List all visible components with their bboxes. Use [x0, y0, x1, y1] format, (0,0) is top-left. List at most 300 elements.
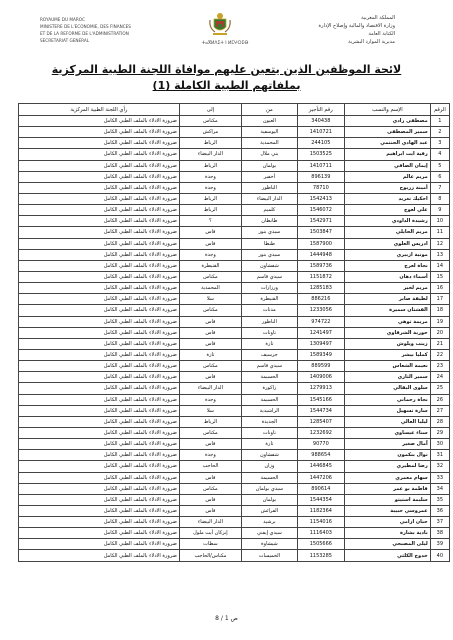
- employee-name: الفشتان سميرة: [344, 305, 430, 316]
- employee-name: سلوى البقالي: [344, 383, 430, 394]
- destination-city: الرباط: [179, 416, 241, 427]
- table-row: [19, 394, 450, 405]
- row-number: 6: [430, 171, 449, 182]
- committee-opinion: ضرورة الادلاء بالملف الطبي الكامل: [19, 283, 180, 294]
- origin-city: ورزازات: [242, 283, 298, 294]
- employee-name: ادريس العلوي: [344, 238, 430, 249]
- employee-name: كمليا بيشر: [344, 349, 430, 360]
- registration-number: 1503525: [297, 149, 344, 160]
- employee-name: خدوج الكلثي: [344, 550, 430, 561]
- employee-name: نعيمة الشعاس: [344, 361, 430, 372]
- committee-opinion: ضرورة الادلاء بالملف الطبي الكامل: [19, 461, 180, 472]
- committee-opinion: ضرورة الادلاء بالملف الطبي الكامل: [19, 361, 180, 372]
- committee-opinion: ضرورة الادلاء بالملف الطبي الكامل: [19, 405, 180, 416]
- committee-opinion: ضرورة الادلاء بالملف الطبي الكامل: [19, 249, 180, 260]
- column-header-from: من: [242, 104, 298, 116]
- table-row: [19, 193, 450, 204]
- committee-opinion: ضرورة الادلاء بالملف الطبي الكامل: [19, 528, 180, 539]
- destination-city: فاس: [179, 316, 241, 327]
- employee-name: نجاة لعرج: [344, 260, 430, 271]
- employee-name: عبد الهادي الحنتمي: [344, 138, 430, 149]
- row-number: 25: [430, 383, 449, 394]
- letterhead-line: SECRETARIAT GENERAL: [40, 38, 90, 43]
- employee-name: مونية ازبيري: [344, 249, 430, 260]
- row-number: 40: [430, 550, 449, 561]
- table-row: [19, 338, 450, 349]
- employee-name: نوال بنكمون: [344, 450, 430, 461]
- origin-city: تاونات: [242, 327, 298, 338]
- employee-name: رقية ايت ابراهيم: [344, 149, 430, 160]
- registration-number: 988654: [297, 450, 344, 461]
- table-row: [19, 294, 450, 305]
- destination-city: الرباط: [179, 160, 241, 171]
- committee-opinion: ضرورة الادلاء بالملف الطبي الكامل: [19, 517, 180, 528]
- committee-opinion: ضرورة الادلاء بالملف الطبي الكامل: [19, 171, 180, 182]
- letterhead-line: ET DE LA REFORME DE L'ADMINISTRATION: [40, 31, 129, 36]
- employee-name: آمال صغير: [344, 439, 430, 450]
- registration-number: 1409006: [297, 372, 344, 383]
- destination-city: مكناس: [179, 305, 241, 316]
- row-number: 8: [430, 193, 449, 204]
- table-row: [19, 472, 450, 483]
- destination-city: وجدة: [179, 394, 241, 405]
- letterhead: [0, 10, 453, 58]
- row-number: 20: [430, 327, 449, 338]
- registration-number: 1447206: [297, 472, 344, 483]
- origin-city: سيدي قاسم: [242, 271, 298, 282]
- origin-city: طانطان: [242, 216, 298, 227]
- committee-opinion: ضرورة الادلاء بالملف الطبي الكامل: [19, 327, 180, 338]
- origin-city: شيشاوة: [242, 539, 298, 550]
- row-number: 22: [430, 349, 449, 360]
- row-number: 33: [430, 472, 449, 483]
- employee-name: نادية بشارة: [344, 528, 430, 539]
- row-number: 34: [430, 483, 449, 494]
- employee-name: زينب ويلوش: [344, 338, 430, 349]
- committee-opinion: ضرورة الادلاء بالملف الطبي الكامل: [19, 160, 180, 171]
- origin-city: بولمان: [242, 160, 298, 171]
- table-row: [19, 528, 450, 539]
- origin-city: كلميم: [242, 205, 298, 216]
- destination-city: تازة: [179, 349, 241, 360]
- registration-number: 1153285: [297, 550, 344, 561]
- letterhead-tifinagh: [180, 40, 270, 47]
- table-row: [19, 372, 450, 383]
- destination-city: فاس: [179, 472, 241, 483]
- registration-number: 974722: [297, 316, 344, 327]
- row-number: 15: [430, 271, 449, 282]
- letterhead-french: [40, 16, 150, 44]
- origin-city: وزان: [242, 461, 298, 472]
- table-row: [19, 116, 450, 127]
- table-row: [19, 305, 450, 316]
- destination-city: مكناس: [179, 116, 241, 127]
- employee-name: فاطمة بو عمر: [344, 483, 430, 494]
- table-row: [19, 283, 450, 294]
- committee-opinion: ضرورة الادلاء بالملف الطبي الكامل: [19, 149, 180, 160]
- document-title: [20, 62, 433, 94]
- column-header-to: إلى: [179, 104, 241, 116]
- committee-opinion: ضرورة الادلاء بالملف الطبي الكامل: [19, 271, 180, 282]
- origin-city: شفشاون: [242, 450, 298, 461]
- destination-city: الرباط: [179, 138, 241, 149]
- row-number: 7: [430, 182, 449, 193]
- employee-name: مريم الحايلي: [344, 227, 430, 238]
- registration-number: 1154016: [297, 517, 344, 528]
- row-number: 5: [430, 160, 449, 171]
- table-row: [19, 271, 450, 282]
- registration-number: 1546072: [297, 205, 344, 216]
- registration-number: 1116403: [297, 528, 344, 539]
- letterhead-arabic: [275, 14, 395, 46]
- row-number: 14: [430, 260, 449, 271]
- registration-number: 78710: [297, 182, 344, 193]
- origin-city: العيون: [242, 116, 298, 127]
- registration-number: 1589349: [297, 349, 344, 360]
- origin-city: سيدي بنور: [242, 227, 298, 238]
- table-header-row: [19, 104, 450, 116]
- destination-city: سطات: [179, 539, 241, 550]
- committee-opinion: ضرورة الادلاء بالملف الطبي الكامل: [19, 416, 180, 427]
- table-row: [19, 227, 450, 238]
- employee-name: رضا لمطيري: [344, 461, 430, 472]
- table-row: [19, 171, 450, 182]
- row-number: 27: [430, 405, 449, 416]
- destination-city: مكناس: [179, 483, 241, 494]
- registration-number: 1505666: [297, 539, 344, 550]
- committee-opinion: ضرورة الادلاء بالملف الطبي الكامل: [19, 450, 180, 461]
- registration-number: 890614: [297, 483, 344, 494]
- registration-number: 1279913: [297, 383, 344, 394]
- registration-number: 1241497: [297, 327, 344, 338]
- destination-city: مراكش: [179, 127, 241, 138]
- committee-opinion: ضرورة الادلاء بالملف الطبي الكامل: [19, 472, 180, 483]
- row-number: 39: [430, 539, 449, 550]
- employee-name: حورية الشرقاوي: [344, 327, 430, 338]
- destination-city: الدار البيضاء: [179, 517, 241, 528]
- row-number: 21: [430, 338, 449, 349]
- origin-city: تازة: [242, 439, 298, 450]
- row-number: 9: [430, 205, 449, 216]
- table-row: [19, 216, 450, 227]
- coat-of-arms-icon: [206, 10, 234, 38]
- table-row: [19, 349, 450, 360]
- origin-city: القنيطرة: [242, 294, 298, 305]
- destination-city: مكناس: [179, 361, 241, 372]
- registration-number: 1285407: [297, 416, 344, 427]
- registration-number: 1151872: [297, 271, 344, 282]
- origin-city: طنطا: [242, 238, 298, 249]
- origin-city: سيدي قاسم: [242, 361, 298, 372]
- destination-city: سلا: [179, 405, 241, 416]
- destination-city: المحمدية: [179, 283, 241, 294]
- committee-opinion: ضرورة الادلاء بالملف الطبي الكامل: [19, 305, 180, 316]
- row-number: 38: [430, 528, 449, 539]
- origin-city: الحسيمة: [242, 372, 298, 383]
- row-number: 13: [430, 249, 449, 260]
- committee-opinion: ضرورة الادلاء بالملف الطبي الكامل: [19, 316, 180, 327]
- registration-number: 1233056: [297, 305, 344, 316]
- employee-name: رشيدة الداودي: [344, 216, 430, 227]
- origin-city: المحمدية: [242, 138, 298, 149]
- row-number: 10: [430, 216, 449, 227]
- table-body: [19, 116, 450, 562]
- origin-city: سيدي بولمان: [242, 483, 298, 494]
- table-row: [19, 361, 450, 372]
- row-number: 31: [430, 450, 449, 461]
- destination-city: مكناس: [179, 271, 241, 282]
- table-row: [19, 182, 450, 193]
- registration-number: 1182364: [297, 505, 344, 516]
- destination-city: مكناس: [179, 427, 241, 438]
- column-header-opinion: رأي اللجنة الطبية المركزية: [19, 104, 180, 116]
- committee-opinion: ضرورة الادلاء بالملف الطبي الكامل: [19, 383, 180, 394]
- table-row: [19, 149, 450, 160]
- table-row: [19, 138, 450, 149]
- origin-city: زاكورة: [242, 383, 298, 394]
- employee-name: حنان ازامي: [344, 517, 430, 528]
- committee-opinion: ضرورة الادلاء بالملف الطبي الكامل: [19, 427, 180, 438]
- destination-city: فاس: [179, 238, 241, 249]
- employee-name: أمينة زريوح: [344, 182, 430, 193]
- employee-name: سمير المصطفى: [344, 127, 430, 138]
- table-row: [19, 383, 450, 394]
- committee-opinion: ضرورة الادلاء بالملف الطبي الكامل: [19, 193, 180, 204]
- committee-opinion: ضرورة الادلاء بالملف الطبي الكامل: [19, 294, 180, 305]
- registration-number: 1444948: [297, 249, 344, 260]
- table-row: [19, 505, 450, 516]
- registration-number: 1285183: [297, 283, 344, 294]
- committee-opinion: ضرورة الادلاء بالملف الطبي الكامل: [19, 539, 180, 550]
- registration-number: 1309497: [297, 338, 344, 349]
- row-number: 30: [430, 439, 449, 450]
- column-header-reg: رقم التأجير: [297, 104, 344, 116]
- employee-name: مريم عالم: [344, 171, 430, 182]
- origin-city: شفشاون: [242, 260, 298, 271]
- table-row: [19, 160, 450, 171]
- table-row: [19, 316, 450, 327]
- row-number: 3: [430, 138, 449, 149]
- registration-number: 889599: [297, 361, 344, 372]
- committee-opinion: ضرورة الادلاء بالملف الطبي الكامل: [19, 182, 180, 193]
- row-number: 24: [430, 372, 449, 383]
- row-number: 32: [430, 461, 449, 472]
- destination-city: سلا: [179, 294, 241, 305]
- table-row: [19, 483, 450, 494]
- employee-name: سناء عيساوي: [344, 427, 430, 438]
- registration-number: 1587900: [297, 238, 344, 249]
- employee-name: ليليا العالي: [344, 416, 430, 427]
- origin-city: جرسيف: [242, 349, 298, 360]
- destination-city: وجدة: [179, 171, 241, 182]
- origin-city: بني ملال: [242, 149, 298, 160]
- employee-name: سمير الثاري: [344, 372, 430, 383]
- letterhead-line: MINISTERE DE L'ECONOMIE, DES FINANCES: [40, 24, 131, 29]
- table-row: [19, 539, 450, 550]
- employee-name: سهام معمري: [344, 472, 430, 483]
- table-row: [19, 517, 450, 528]
- origin-city: الخميسات: [242, 550, 298, 561]
- letterhead-line: ROYAUME DU MAROC: [40, 17, 85, 22]
- destination-city: الدار البيضاء: [179, 383, 241, 394]
- registration-number: 1503847: [297, 227, 344, 238]
- table-row: [19, 260, 450, 271]
- destination-city: الحاجب: [179, 461, 241, 472]
- row-number: 16: [430, 283, 449, 294]
- registration-number: 1410721: [297, 127, 344, 138]
- table-row: [19, 550, 450, 561]
- table-row: [19, 205, 450, 216]
- letterhead-line: المملكة المغربية: [361, 15, 395, 21]
- table-row: [19, 327, 450, 338]
- registration-number: 1544354: [297, 494, 344, 505]
- committee-opinion: ضرورة الادلاء بالملف الطبي الكامل: [19, 550, 180, 561]
- row-number: 4: [430, 149, 449, 160]
- employee-name: مريمة توهي: [344, 316, 430, 327]
- table-row: [19, 416, 450, 427]
- employee-name: احكيك تغريد: [344, 193, 430, 204]
- letterhead-line: ⵜⴰⴳⵍⴷⵉⵜ ⵏ ⵍⵎⵖⵔⵉⴱ: [201, 41, 249, 46]
- registration-number: 340438: [297, 116, 344, 127]
- registration-number: 90770: [297, 439, 344, 450]
- origin-city: الراشيدية: [242, 405, 298, 416]
- origin-city: الحسيمة: [242, 394, 298, 405]
- row-number: 2: [430, 127, 449, 138]
- table-row: [19, 439, 450, 450]
- employees-table: [18, 103, 450, 562]
- destination-city: الدار البيضاء: [179, 149, 241, 160]
- origin-city: الناظور: [242, 182, 298, 193]
- row-number: 11: [430, 227, 449, 238]
- employee-name: علي لعوج: [344, 205, 430, 216]
- employee-name: أسماء دهان: [344, 271, 430, 282]
- row-number: 35: [430, 494, 449, 505]
- table-row: [19, 249, 450, 260]
- origin-city: الحسيمة: [242, 472, 298, 483]
- registration-number: 1542971: [297, 216, 344, 227]
- destination-city: وجدة: [179, 249, 241, 260]
- row-number: 36: [430, 505, 449, 516]
- employee-name: ليلى المصبحي: [344, 539, 430, 550]
- registration-number: 1545166: [297, 394, 344, 405]
- registration-number: 896139: [297, 171, 344, 182]
- destination-city: فاس: [179, 439, 241, 450]
- origin-city: سيدي إيفني: [242, 528, 298, 539]
- origin-city: الجديدة: [242, 416, 298, 427]
- destination-city: الرباط: [179, 205, 241, 216]
- row-number: 1: [430, 116, 449, 127]
- page-number: ص 1 / 8: [215, 615, 238, 622]
- origin-city: الدار البيضاء: [242, 193, 298, 204]
- committee-opinion: ضرورة الادلاء بالملف الطبي الكامل: [19, 216, 180, 227]
- registration-number: 1410711: [297, 160, 344, 171]
- origin-city: أخفير: [242, 171, 298, 182]
- origin-city: الفرائش: [242, 505, 298, 516]
- origin-city: تاونات: [242, 427, 298, 438]
- letterhead-line: وزارة الاقتصاد والمالية وإصلاح الإدارة: [318, 23, 395, 29]
- row-number: 26: [430, 394, 449, 405]
- letterhead-line: مديرية الموارد البشرية: [348, 39, 395, 45]
- column-header-num: الرقم: [430, 104, 449, 116]
- destination-city: القنيطرة: [179, 260, 241, 271]
- committee-opinion: ضرورة الادلاء بالملف الطبي الكامل: [19, 260, 180, 271]
- committee-opinion: ضرورة الادلاء بالملف الطبي الكامل: [19, 138, 180, 149]
- title-line-2: بملفاتهم الطبية الكاملة (1): [152, 79, 301, 92]
- committee-opinion: ضرورة الادلاء بالملف الطبي الكامل: [19, 494, 180, 505]
- employee-name: إيمان الصافي: [344, 160, 430, 171]
- table-row: [19, 494, 450, 505]
- committee-opinion: ضرورة الادلاء بالملف الطبي الكامل: [19, 238, 180, 249]
- destination-city: فاس: [179, 338, 241, 349]
- table-row: [19, 405, 450, 416]
- row-number: 23: [430, 361, 449, 372]
- committee-opinion: ضرورة الادلاء بالملف الطبي الكامل: [19, 483, 180, 494]
- registration-number: 1542413: [297, 193, 344, 204]
- employee-name: سليمة استيتو: [344, 494, 430, 505]
- committee-opinion: ضرورة الادلاء بالملف الطبي الكامل: [19, 505, 180, 516]
- destination-city: ؟: [179, 216, 241, 227]
- committee-opinion: ضرورة الادلاء بالملف الطبي الكامل: [19, 394, 180, 405]
- table-row: [19, 461, 450, 472]
- row-number: 17: [430, 294, 449, 305]
- destination-city: وجدة: [179, 450, 241, 461]
- row-number: 18: [430, 305, 449, 316]
- origin-city: برشيد: [242, 517, 298, 528]
- row-number: 37: [430, 517, 449, 528]
- employee-name: مريم لخير: [344, 283, 430, 294]
- registration-number: 1446845: [297, 461, 344, 472]
- committee-opinion: ضرورة الادلاء بالملف الطبي الكامل: [19, 116, 180, 127]
- employee-name: نجاة رحماني: [344, 394, 430, 405]
- row-number: 28: [430, 416, 449, 427]
- table-row: [19, 450, 450, 461]
- employee-name: عمروسي حبيبة: [344, 505, 430, 516]
- committee-opinion: ضرورة الادلاء بالملف الطبي الكامل: [19, 338, 180, 349]
- destination-city: إنزكان أيت ملول: [179, 528, 241, 539]
- row-number: 12: [430, 238, 449, 249]
- committee-opinion: ضرورة الادلاء بالملف الطبي الكامل: [19, 127, 180, 138]
- registration-number: 1544734: [297, 405, 344, 416]
- registration-number: 1232692: [297, 427, 344, 438]
- committee-opinion: ضرورة الادلاء بالملف الطبي الكامل: [19, 439, 180, 450]
- destination-city: مكناس/الحاجب: [179, 550, 241, 561]
- row-number: 29: [430, 427, 449, 438]
- destination-city: الرباط: [179, 193, 241, 204]
- registration-number: 1589736: [297, 260, 344, 271]
- row-number: 19: [430, 316, 449, 327]
- origin-city: تازة: [242, 338, 298, 349]
- committee-opinion: ضرورة الادلاء بالملف الطبي الكامل: [19, 372, 180, 383]
- letterhead-line: الكتابة العامة: [368, 31, 395, 37]
- column-header-name: الإسم والنسب: [344, 104, 430, 116]
- origin-city: اليوسفية: [242, 127, 298, 138]
- destination-city: فاس: [179, 372, 241, 383]
- origin-city: بولمان: [242, 494, 298, 505]
- registration-number: 244105: [297, 138, 344, 149]
- table-row: [19, 427, 450, 438]
- destination-city: فاس: [179, 494, 241, 505]
- employee-name: مصطفى رادي: [344, 116, 430, 127]
- table-row: [19, 127, 450, 138]
- destination-city: فاس: [179, 505, 241, 516]
- origin-city: مدنات: [242, 305, 298, 316]
- origin-city: الناظور: [242, 316, 298, 327]
- destination-city: فاس: [179, 327, 241, 338]
- committee-opinion: ضرورة الادلاء بالملف الطبي الكامل: [19, 205, 180, 216]
- employee-name: سارة تسهيل: [344, 405, 430, 416]
- origin-city: سيدي بنور: [242, 249, 298, 260]
- table-row: [19, 238, 450, 249]
